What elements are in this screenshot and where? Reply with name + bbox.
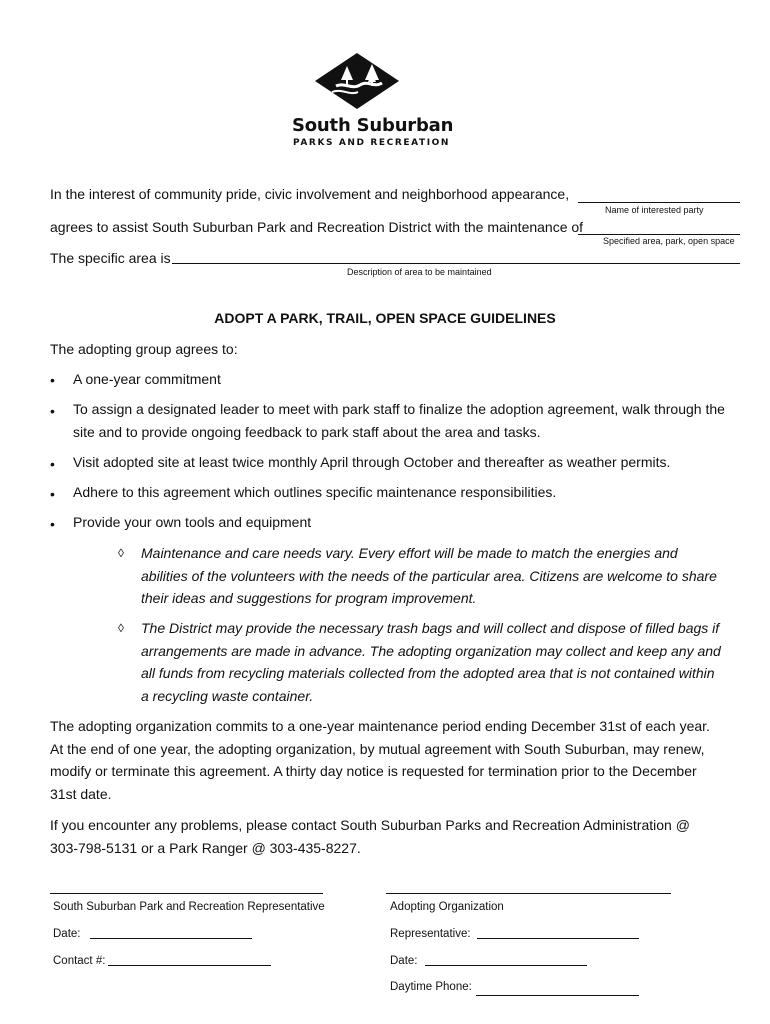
intro-line-2: agrees to assist South Suburban Park and Recreation District with the maintenance of xyxy=(50,219,584,235)
guidelines-heading: ADOPT A PARK, TRAIL, OPEN SPACE GUIDELINES xyxy=(214,310,556,326)
interested-party-caption: Name of interested party xyxy=(605,205,704,215)
bullet-item: A one-year commitment xyxy=(73,371,221,387)
guidelines-intro: The adopting group agrees to: xyxy=(50,341,238,357)
representative-label: Representative: xyxy=(390,928,471,940)
bullet-marker: • xyxy=(50,516,55,532)
daytime-phone-label: Daytime Phone: xyxy=(390,981,472,993)
brand-name: South Suburban xyxy=(292,115,454,136)
representative-field[interactable] xyxy=(477,938,639,939)
sub-bullet-item: Maintenance and care needs vary. Every effort will be made to match the energies and abilities of the volunteers with the needs of the particular area. Citizens are welcome to share their ideas and suggestions for program improvement. xyxy=(141,545,717,606)
bullet-item: Provide your own tools and equipment xyxy=(73,514,312,530)
area-description-field[interactable] xyxy=(172,263,740,264)
bullet-marker: • xyxy=(50,403,55,419)
sub-bullet-item: The District may provide the necessary trash bags and will collect and dispose of filled bags if arrangements are made in advance. The adopting organization may collect and keep any and all funds from recycling materials collected from the adopted area that is not contained within a recycling waste container. xyxy=(141,620,721,704)
bullet-marker: • xyxy=(50,456,55,472)
organization-date-field[interactable] xyxy=(425,965,587,966)
diamond-marker: ◊ xyxy=(118,621,124,635)
diamond-tree-river-logo-icon xyxy=(314,52,400,110)
brand-subtitle: PARKS AND RECREATION xyxy=(293,138,451,148)
adopting-organization-signature-line[interactable] xyxy=(386,893,671,894)
bullet-item: To assign a designated leader to meet with park staff to finalize the adoption agreement, walk through the site and to provide ongoing feedback to park staff about the area and tasks. xyxy=(73,401,725,440)
intro-line-3: The specific area is xyxy=(50,250,171,266)
intro-line-1: In the interest of community pride, civic involvement and neighborhood appearance, xyxy=(50,186,570,202)
specified-area-caption: Specified area, park, open space xyxy=(603,236,735,246)
specified-area-field[interactable] xyxy=(578,234,740,235)
commitment-paragraph: The adopting organization commits to a one-year maintenance period ending December 31st of each year. At the end of one year, the adopting organization, by mutual agreement with South Suburban, may renew, modify or terminate this agreement. A thirty day notice is requested for termination prior to the December 31st date. xyxy=(50,718,710,802)
park-date-label: Date: xyxy=(53,928,81,940)
contact-number-label: Contact #: xyxy=(53,955,106,967)
diamond-marker: ◊ xyxy=(118,546,124,560)
area-description-caption: Description of area to be maintained xyxy=(347,267,492,277)
bullet-item: Visit adopted site at least twice monthly April through October and thereafter as weather permits. xyxy=(73,454,671,470)
park-date-field[interactable] xyxy=(90,938,252,939)
contact-number-field[interactable] xyxy=(108,965,271,966)
bullet-marker: • xyxy=(50,372,55,388)
park-representative-title: South Suburban Park and Recreation Representative xyxy=(53,901,325,913)
organization-date-label: Date: xyxy=(390,955,418,967)
interested-party-field[interactable] xyxy=(578,202,740,203)
contact-paragraph: If you encounter any problems, please contact South Suburban Parks and Recreation Administration @ 303-798-5131 or a Park Ranger @ 303-435-8227. xyxy=(50,817,690,856)
bullet-item: Adhere to this agreement which outlines specific maintenance responsibilities. xyxy=(73,484,557,500)
bullet-marker: • xyxy=(50,486,55,502)
daytime-phone-field[interactable] xyxy=(476,995,639,996)
adopting-organization-title: Adopting Organization xyxy=(390,901,504,913)
park-representative-signature-line[interactable] xyxy=(50,893,323,894)
